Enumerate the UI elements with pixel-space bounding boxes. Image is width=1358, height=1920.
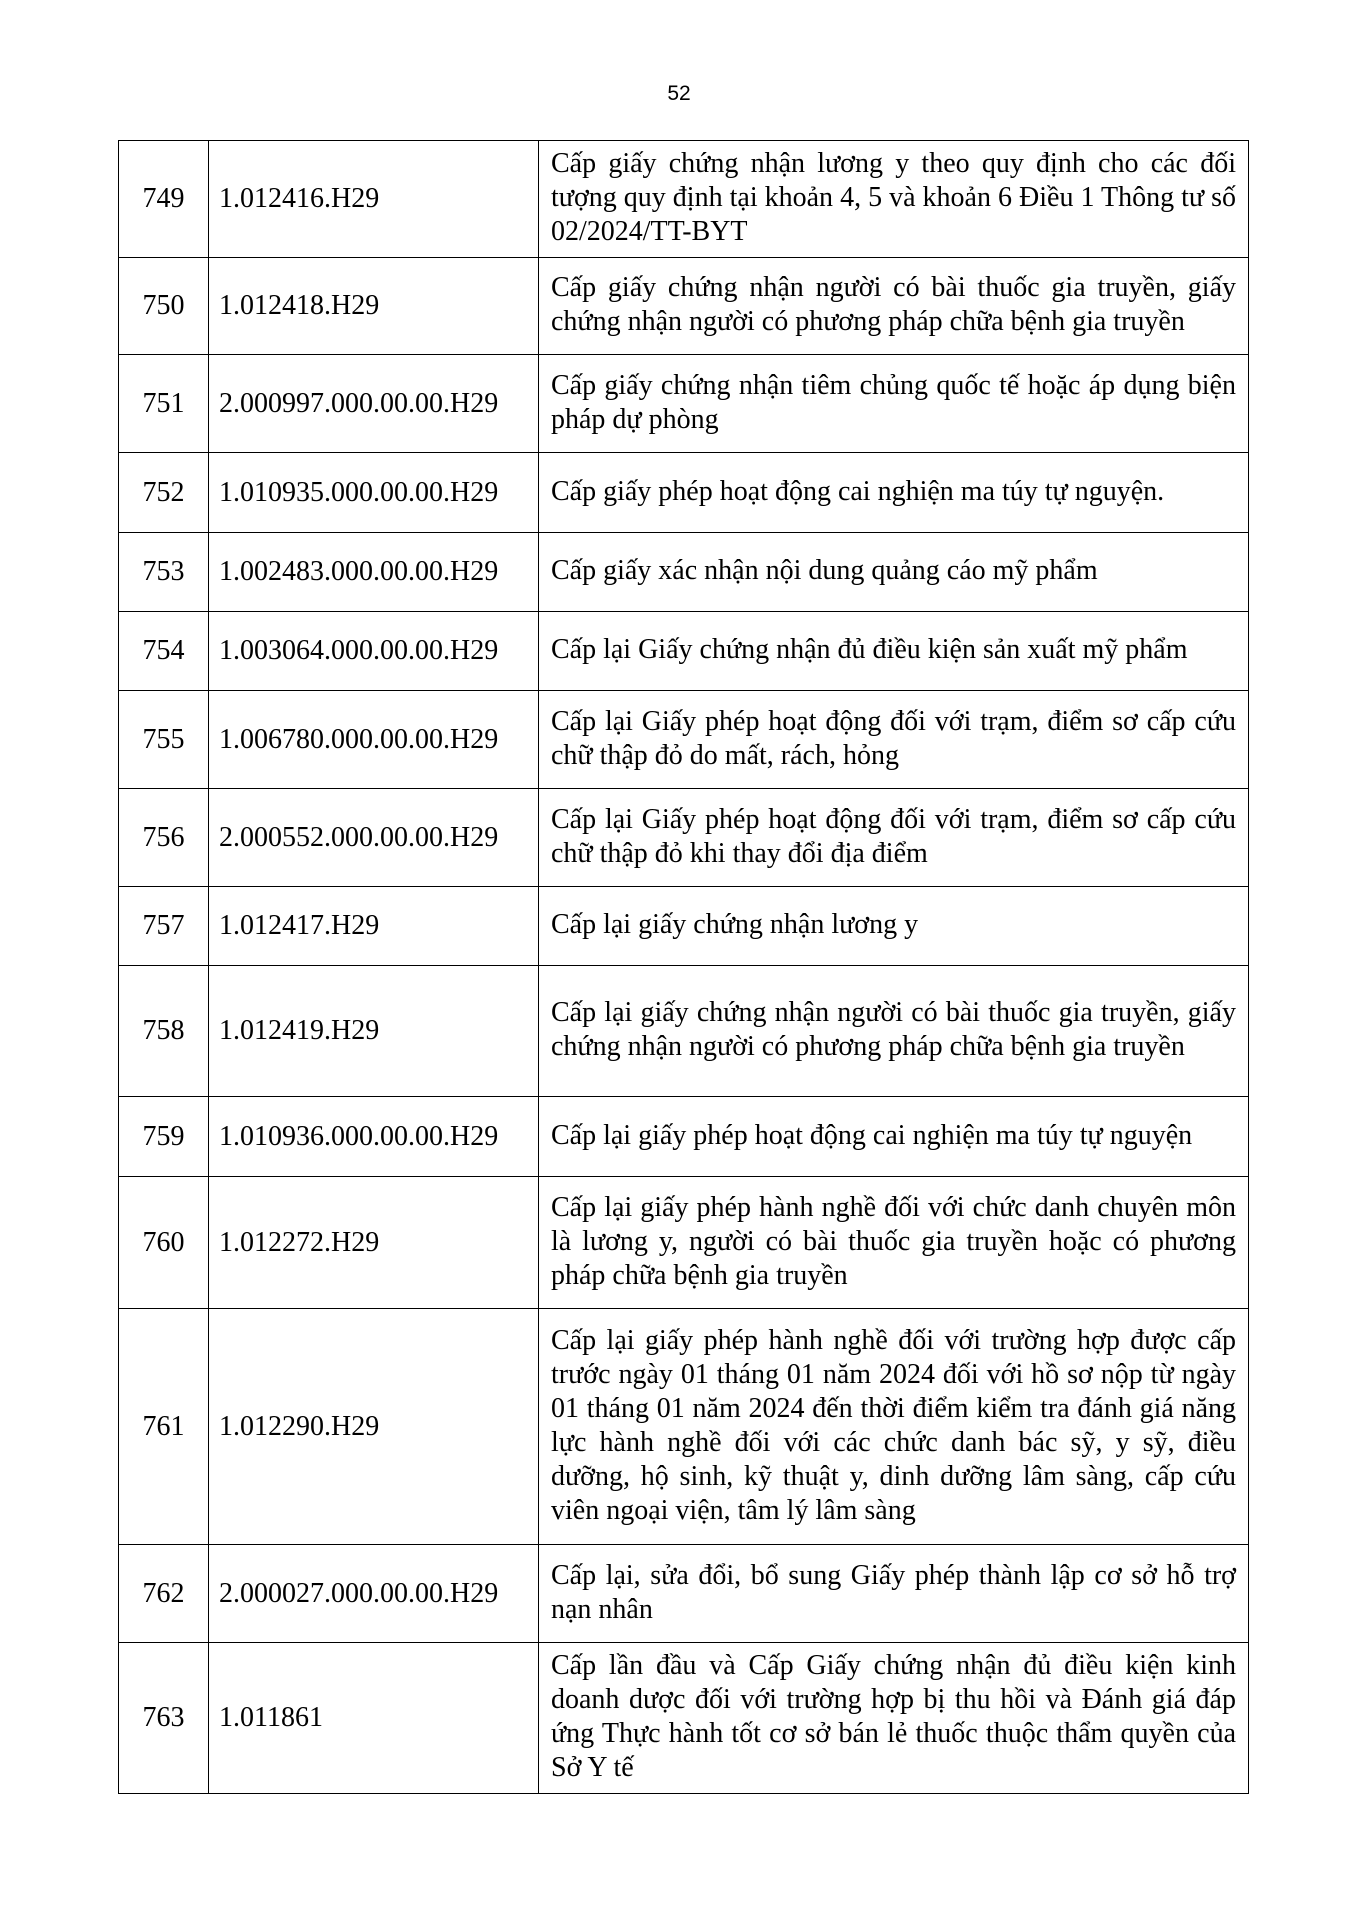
table-row xyxy=(119,612,1249,691)
row-number: 763 xyxy=(119,1643,209,1794)
table-row xyxy=(119,141,1249,258)
procedure-name: Cấp lại giấy phép hành nghề đối với chức danh chuyên môn là lương y, người có bài thuốc gia truyền hoặc có phương pháp chữa bệnh gia truyền xyxy=(539,1177,1249,1309)
table-row xyxy=(119,1177,1249,1309)
row-number: 762 xyxy=(119,1545,209,1643)
procedure-name: Cấp lại giấy phép hoạt động cai nghiện ma túy tự nguyện xyxy=(539,1097,1249,1177)
procedure-name: Cấp lại Giấy chứng nhận đủ điều kiện sản xuất mỹ phẩm xyxy=(539,612,1249,691)
procedure-name: Cấp giấy chứng nhận tiêm chủng quốc tế hoặc áp dụng biện pháp dự phòng xyxy=(539,355,1249,453)
procedure-code: 1.002483.000.00.00.H29 xyxy=(209,533,539,612)
row-number: 754 xyxy=(119,612,209,691)
table-row xyxy=(119,453,1249,533)
procedure-code: 1.012419.H29 xyxy=(209,966,539,1097)
table-row xyxy=(119,355,1249,453)
procedures-table xyxy=(118,140,1249,1794)
procedure-code: 1.006780.000.00.00.H29 xyxy=(209,691,539,789)
procedure-name: Cấp giấy chứng nhận lương y theo quy định cho các đối tượng quy định tại khoản 4, 5 và khoản 6 Điều 1 Thông tư số 02/2024/TT-BYT xyxy=(539,141,1249,258)
procedure-code: 2.000027.000.00.00.H29 xyxy=(209,1545,539,1643)
row-number: 756 xyxy=(119,789,209,887)
procedure-name: Cấp lại giấy phép hành nghề đối với trường hợp được cấp trước ngày 01 tháng 01 năm 2024 đối với hồ sơ nộp từ ngày 01 tháng 01 năm 2024 đến thời điểm kiểm tra đánh giá năng lực hành nghề đối với các chức danh bác sỹ, y sỹ, điều dưỡng, hộ sinh, kỹ thuật y, dinh dưỡng lâm sàng, cấp cứu viên ngoại viện, tâm lý lâm sàng xyxy=(539,1309,1249,1545)
procedure-name: Cấp lần đầu và Cấp Giấy chứng nhận đủ điều kiện kinh doanh dược đối với trường hợp bị thu hồi và Đánh giá đáp ứng Thực hành tốt cơ sở bán lẻ thuốc thuộc thẩm quyền của Sở Y tế xyxy=(539,1643,1249,1794)
procedure-name: Cấp giấy chứng nhận người có bài thuốc gia truyền, giấy chứng nhận người có phương pháp chữa bệnh gia truyền xyxy=(539,258,1249,355)
row-number: 759 xyxy=(119,1097,209,1177)
row-number: 755 xyxy=(119,691,209,789)
row-number: 751 xyxy=(119,355,209,453)
procedure-code: 1.003064.000.00.00.H29 xyxy=(209,612,539,691)
row-number: 752 xyxy=(119,453,209,533)
procedure-name: Cấp lại Giấy phép hoạt động đối với trạm, điểm sơ cấp cứu chữ thập đỏ khi thay đổi địa điểm xyxy=(539,789,1249,887)
procedure-code: 1.012417.H29 xyxy=(209,887,539,966)
row-number: 757 xyxy=(119,887,209,966)
procedure-name: Cấp lại Giấy phép hoạt động đối với trạm, điểm sơ cấp cứu chữ thập đỏ do mất, rách, hỏng xyxy=(539,691,1249,789)
procedure-name: Cấp giấy xác nhận nội dung quảng cáo mỹ phẩm xyxy=(539,533,1249,612)
procedure-name: Cấp lại, sửa đổi, bổ sung Giấy phép thành lập cơ sở hỗ trợ nạn nhân xyxy=(539,1545,1249,1643)
procedure-code: 1.012418.H29 xyxy=(209,258,539,355)
table-row xyxy=(119,258,1249,355)
procedure-code: 2.000552.000.00.00.H29 xyxy=(209,789,539,887)
procedure-name: Cấp lại giấy chứng nhận người có bài thuốc gia truyền, giấy chứng nhận người có phương pháp chữa bệnh gia truyền xyxy=(539,966,1249,1097)
row-number: 753 xyxy=(119,533,209,612)
row-number: 758 xyxy=(119,966,209,1097)
table-row xyxy=(119,1309,1249,1545)
procedure-name: Cấp lại giấy chứng nhận lương y xyxy=(539,887,1249,966)
table-row xyxy=(119,691,1249,789)
page-number: 52 xyxy=(667,82,691,105)
table-row xyxy=(119,789,1249,887)
row-number: 749 xyxy=(119,141,209,258)
table-row xyxy=(119,1545,1249,1643)
row-number: 750 xyxy=(119,258,209,355)
procedure-code: 1.012416.H29 xyxy=(209,141,539,258)
procedure-code: 2.000997.000.00.00.H29 xyxy=(209,355,539,453)
procedure-name: Cấp giấy phép hoạt động cai nghiện ma túy tự nguyện. xyxy=(539,453,1249,533)
procedure-code: 1.012272.H29 xyxy=(209,1177,539,1309)
table-row xyxy=(119,887,1249,966)
table-row xyxy=(119,966,1249,1097)
table-row xyxy=(119,1097,1249,1177)
table-row xyxy=(119,1643,1249,1794)
procedure-code: 1.012290.H29 xyxy=(209,1309,539,1545)
row-number: 760 xyxy=(119,1177,209,1309)
procedure-code: 1.010936.000.00.00.H29 xyxy=(209,1097,539,1177)
procedure-code: 1.011861 xyxy=(209,1643,539,1794)
table-row xyxy=(119,533,1249,612)
row-number: 761 xyxy=(119,1309,209,1545)
procedure-code: 1.010935.000.00.00.H29 xyxy=(209,453,539,533)
